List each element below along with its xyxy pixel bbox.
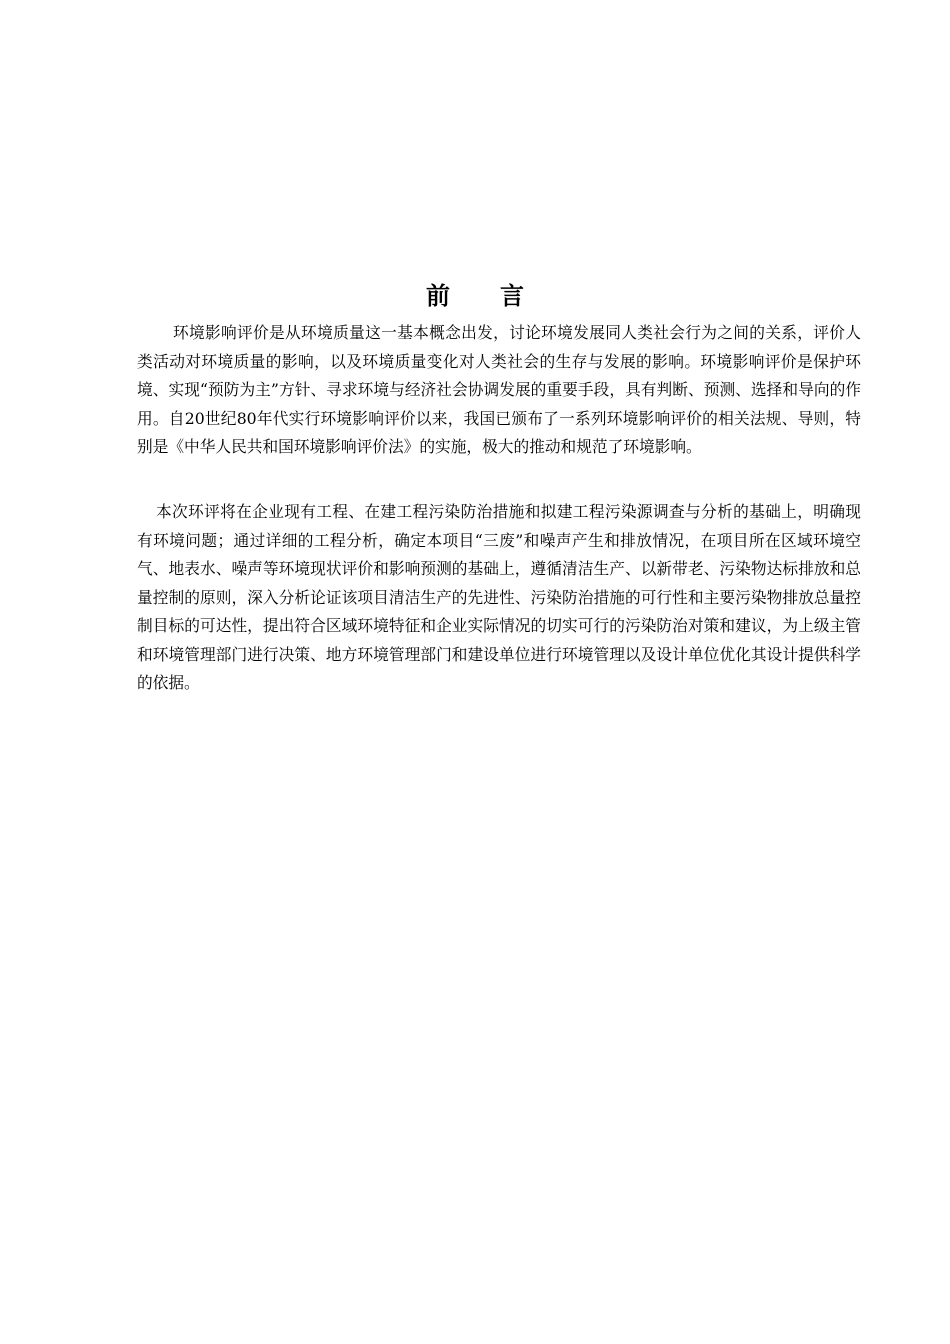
page-title: 前言 <box>426 282 574 310</box>
paragraph-scope: 本次环评将在企业现有工程、在建工程污染防治措施和拟建工程污染源调查与分析的基础上，明确现有环境问题；通过详细的工程分析，确定本项目“三废”和噪声产生和排放情况，在项目所在区域环境空气、地表水、噪声等环境现状评价和影响预测的基础上，遵循清洁生产、以新带老、污染物达标排放和总量控制的原则，深入分析论证该项目清洁生产的先进性、污染防治措施的可行性和主要污染物排放总量控制目标的可达性，提出符合区域环境特征和企业实际情况的切实可行的污染防治对策和建议，为上级主管和环境管理部门进行决策、地方环境管理部门和建设单位进行环境管理以及设计单位优化其设计提供科学的依据。 <box>137 502 861 692</box>
paragraph-intro: 环境影响评价是从环境质量这一基本概念出发，讨论环境发展同人类社会行为之间的关系，评价人类活动对环境质量的影响，以及环境质量变化对人类社会的生存与发展的影响。环境影响评价是保护环境、实现“预防为主”方针、寻求环境与经济社会协调发展的重要手段，具有判断、预测、选择和导向的作用。自20世纪80年代实行环境影响评价以来，我国已颁布了一系列环境影响评价的相关法规、导则，特别是《中华人民共和国环境影响评价法》的实施，极大的推动和规范了环境影响。 <box>137 323 861 456</box>
